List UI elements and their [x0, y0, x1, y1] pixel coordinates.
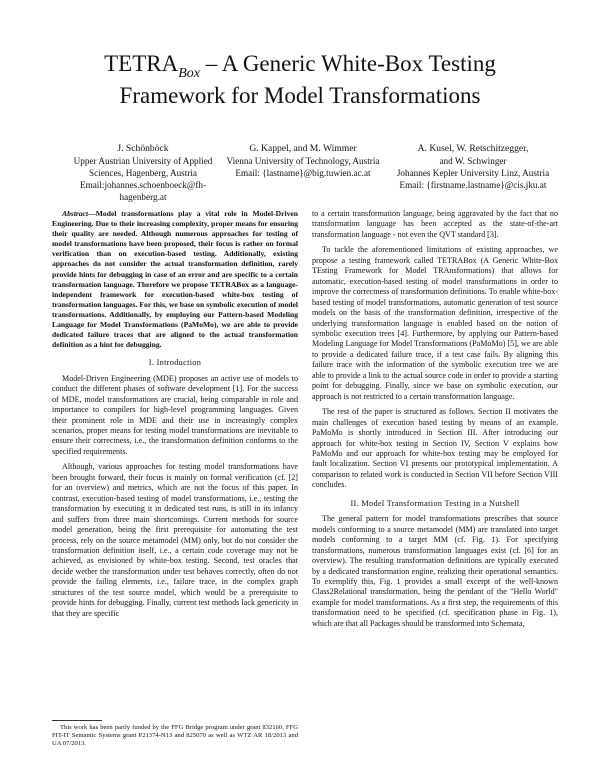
author-1-email: Email:johannes.schoenboeck@fh-hagenberg.at [79, 180, 207, 202]
left-column [52, 209, 298, 619]
intro-paragraph-1: Model-Driven Engineering (MDE) proposes an active use of models to conduct the different phases of software development [1]. For the success of MDE, model transformations are crucial, being comparable in role and importance to compilers for high-level programming languages. Given their prominent role in MDE and their use in increasingly complex scenarios, proper means for testing model transformations are inevitable to ensure their correctness, i.e., the transformation definition conforms to the specified requirements. [52, 373, 298, 456]
abstract [52, 209, 298, 350]
title-prefix: TETRA [104, 51, 179, 76]
abstract-lead: Abstract [62, 209, 89, 218]
author-1-affil-2: Sciences, Hagenberg, Austria [88, 168, 197, 178]
title-subscript: Box [178, 66, 200, 81]
intro-paragraph-2: Although, various approaches for testing model transformations have been brought forward, their focus is mainly on formal verification (cf. [2] for an overview) and metrics, which are not the focus of this paper. In contrast, execution-based testing of model transformations, i.e., testing the transformation by executing it in dedicated test runs, is still in its infancy and suffers from three main shortcomings. Current methods for source model generation, being the first prerequisite for automating the test process, rely on the source metamodel (MM) only, but do not consider the transformation definition itself, i.e., a certain code coverage may not be achieved, as envisioned by white-box testing. Second, test oracles that decide wether the transformation under test behaves correctly, often do not provide the failing elements, i.e., failure trace, in the complex graph structures of the test source model, which would be a prerequisite to provide hints for debugging. Finally, current test methods lack genericity in that they are specific [52, 462, 298, 618]
section-2-heading: II. Model Transformation Testing in a Nutshell [350, 498, 520, 508]
author-2-affil-1: Vienna University of Technology, Austria [226, 156, 380, 166]
section-2-paragraph-1: The general pattern for model transformations prescribes that source models conforming to a source metamodel (MM) are translated into target models conforming to a target MM (cf. Fig. 1). For specifying transformations, numerous transformation languages exist (cf. [6] for an overview). The resulting transformation definitions are typically executed by a dedicated transformation engine, realizing their operational semantics. To exemplify this, Fig. 1 provides a small excerpt of the well-known Class2Relational transformation, being the pendant of the "Hello World" example for model transformations. As a first step, the requirements of this transformation need to be specified (cf. specification phase in Fig. 1), which are that all Packages should be transformed into Schemata, [312, 514, 558, 628]
intro-paragraph-5: The rest of the paper is structured as follows. Section II motivates the main challenges of execution based testing by means of an example. PaMoMo is shortly introduced in Section III. After introducing our approach for white-box testing in Section IV, Section V explains how PaMoMo and our approach for white-box testing may be employed for fault localization. Section VI presents our prototypical implementation. A comparison to related work is conducted in Section VII before Section VIII concludes. [312, 407, 558, 490]
author-2-name: G. Kappel, and M. Wimmer [249, 143, 357, 154]
footnote-rule [52, 720, 102, 721]
title-rest: – A Generic White-Box Testing [200, 51, 496, 76]
author-2 [218, 143, 388, 179]
author-3-name: A. Kusel, W. Retschitzegger, [417, 143, 529, 154]
section-1-heading: I. Introduction [148, 358, 202, 368]
paper-title [0, 50, 600, 110]
author-1-name: J. Schönböck [117, 143, 169, 154]
author-1 [58, 143, 228, 203]
intro-paragraph-3: to a certain transformation language, being aggravated by the fact that no transformation language has been accepted as the state-of-the-art transformation language - not even the QVT standard [3]. [312, 209, 558, 239]
author-3-affil-1: and W. Schwinger [439, 156, 507, 166]
author-3-email: Email: {firstname.lastname}@cis.jku.at [399, 180, 547, 190]
author-2-email: Email: {lastname}@big.tuwien.ac.at [235, 168, 371, 178]
title-line2: Framework for Model Transformations [119, 83, 481, 108]
right-column [312, 209, 558, 629]
author-3 [388, 143, 558, 191]
intro-paragraph-4: To tackle the aforementioned limitations of existing approaches, we propose a testing framework called TETRABox (A Generic White-Box TEsting Framework for Model TRAnsformations) that allows for automatic, execution-based testing of model transformations in order to improve the correctness of transformation definitions. To enable white-box-based testing of model transformations, automatic generation of test source models on the basis of the transformation definition, irrespective of the underlying transformation language is enabled based on the notion of symbolic execution trees [4]. Furthermore, by applying our Pattern-based Modeling Language for Model Transformations (PaMoMo) [5], we are able to provide a dedicated failure trace, if a test case fails. By aligning this failure trace with the information of the symbolic execution tree we are able to provide a link to the actual source code in order to provide a starting point for debugging. Finally, since we base on symbolic execution, our approach is not restricted to a certain transformation language. [312, 245, 558, 401]
author-1-affil-1: Upper Austrian University of Applied [73, 156, 213, 166]
footnote: This work has been partly funded by the FFG Bridge program under grant 832160, FFG FIT-IT Semantic Systems grant P21374-N13 and 825070 as well as WTZ AR 18/2013 and UA 07/2013. [52, 724, 298, 748]
author-3-affil-2: Johannes Kepler University Linz, Austria [396, 168, 550, 178]
abstract-text: —Model transformations play a vital role in Model-Driven Engineering. Due to their increasing complexity, proper means for ensuring their quality are needed. Although numerous approaches for testing of model transformations have been proposed, their focus is rather on formal verification than on execution-based testing. Additionally, existing approaches do not consider the actual transformation definition, rarely provide hints for debugging in case of an error and are specific to a certain transformation language. Therefore we propose TETRABox as a language-independent framework for execution-based white-box testing of transformation languages. For this, we base on symbolic execution of model transformations. Additionally, by employing our Pattern-based Modeling Language for Model Transformations (PaMoMo), we are able to provide dedicated failure traces that are aligned to the actual transformation definition as a hint for debugging. [52, 209, 298, 350]
